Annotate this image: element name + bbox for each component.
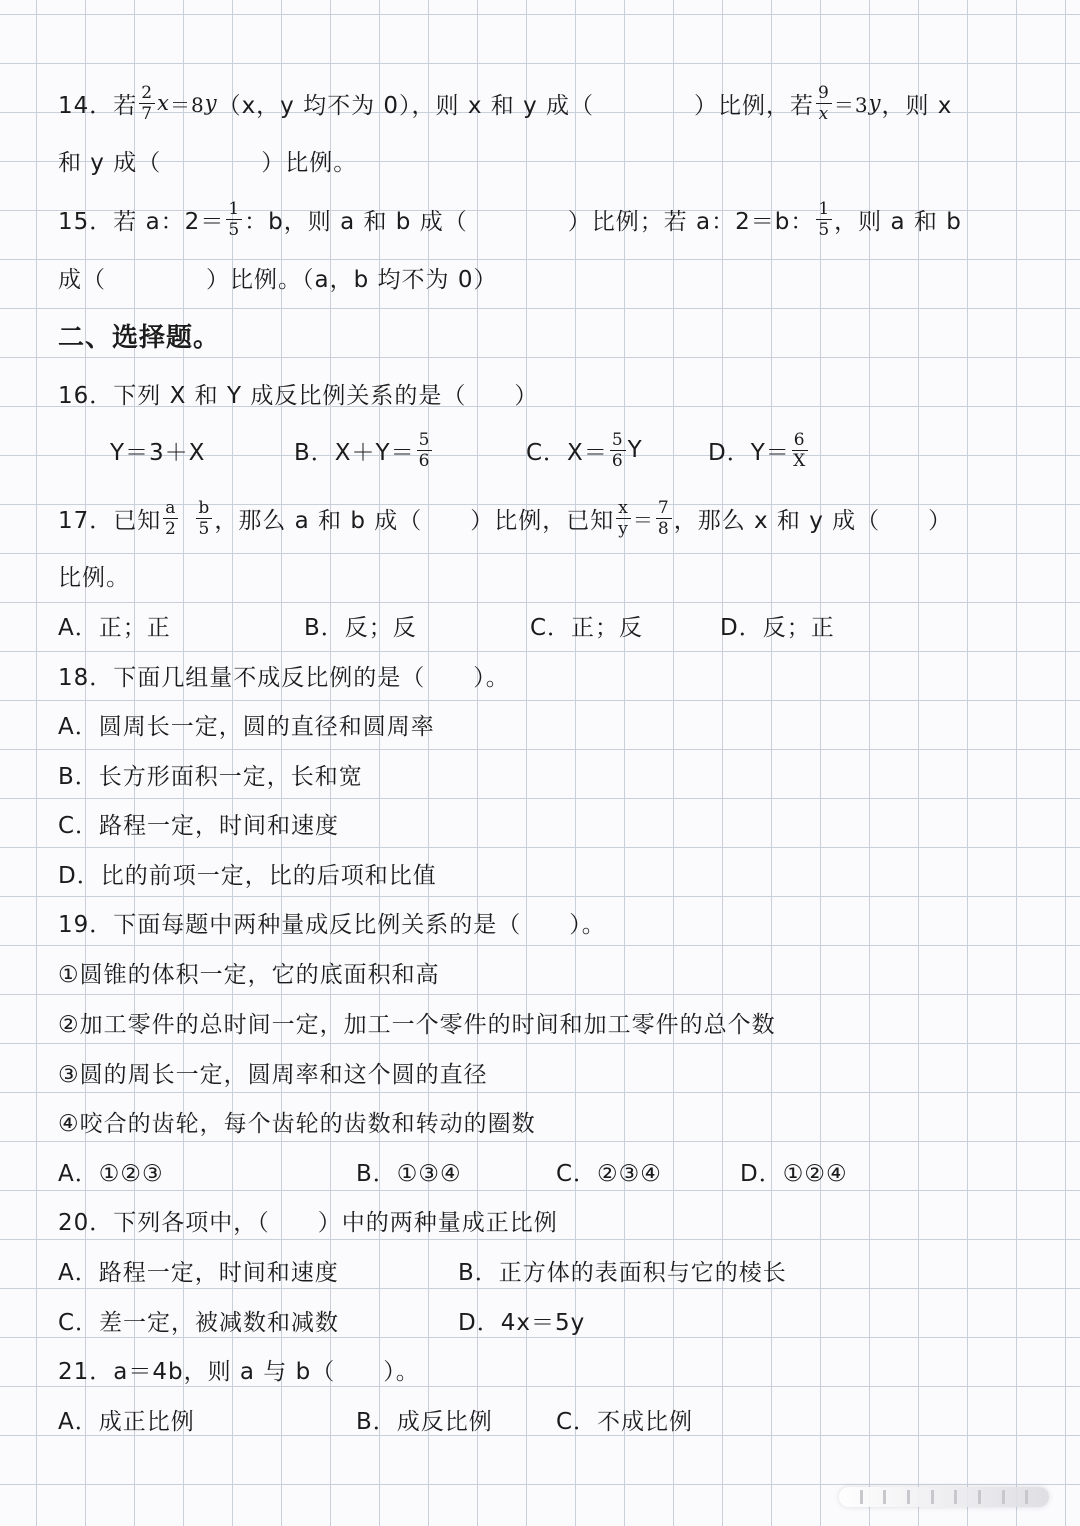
- fraction-numerator: a: [165, 497, 177, 518]
- question-text: 16．下列 X 和 Y 成反比例关系的是（ ）: [58, 382, 539, 409]
- option-c[interactable]: C．正；反: [530, 614, 644, 641]
- fraction-denominator: 5: [228, 219, 241, 240]
- option-a[interactable]: A．①②③: [58, 1160, 164, 1187]
- question-text: 和 y 成（: [58, 149, 162, 176]
- option-b[interactable]: B．反；反: [304, 614, 417, 641]
- statement-2: [58, 1000, 1060, 1044]
- question-14-line-1: [58, 81, 1060, 125]
- watermark-icon: [839, 1487, 1049, 1507]
- option-d[interactable]: [58, 851, 1060, 895]
- question-text: 20．下列各项中，（ ）中的两种量成正比例: [58, 1209, 558, 1236]
- question-text: ，则 x: [881, 92, 953, 119]
- question-19-stem: [58, 900, 1060, 944]
- fraction-denominator: x: [818, 103, 830, 124]
- fraction-denominator: X: [793, 450, 807, 471]
- option-text: D．Y＝: [708, 439, 790, 466]
- fraction: [163, 499, 178, 538]
- fraction-numerator: 7: [657, 497, 670, 518]
- fraction-numerator: 5: [418, 429, 431, 450]
- question-text: ）比例。（a，b 均不为 0）: [206, 266, 498, 293]
- fraction: [417, 431, 433, 470]
- fraction: [139, 84, 155, 123]
- fraction: [816, 200, 832, 239]
- option-b[interactable]: B．正方体的表面积与它的棱长: [458, 1259, 787, 1286]
- question-text: （x，y 均不为 0），则 x 和 y 成（: [217, 92, 595, 119]
- fraction-numerator: x: [618, 497, 629, 518]
- question-text: 18．下面几组量不成反比例的是（ ）。: [58, 664, 510, 691]
- fraction: [226, 200, 242, 239]
- fraction-denominator: 6: [611, 450, 624, 471]
- question-20-stem: [58, 1198, 1060, 1242]
- fraction: [616, 499, 631, 538]
- option-c[interactable]: C．②③④: [556, 1160, 662, 1187]
- statement-text: ②加工零件的总时间一定，加工一个零件的时间和加工零件的总个数: [58, 1011, 776, 1038]
- math-expression: ＝8: [169, 92, 205, 117]
- question-text: 21．a＝4b，则 a 与 b（ ）。: [58, 1358, 420, 1385]
- fraction: [610, 431, 626, 470]
- question-text: ）比例，若: [694, 92, 815, 119]
- fraction-denominator: 5: [198, 518, 211, 539]
- question-17-options: [58, 603, 1060, 647]
- question-text: 若 a：2＝: [113, 208, 225, 235]
- fraction-denominator: 8: [657, 518, 670, 539]
- math-variable: y: [204, 91, 218, 115]
- option-c[interactable]: [58, 801, 1060, 845]
- statement-3: [58, 1050, 1060, 1094]
- fraction-denominator: 2: [164, 518, 177, 539]
- question-number: 14．: [58, 92, 114, 119]
- option-d[interactable]: [708, 431, 810, 470]
- statement-1: [58, 950, 1060, 994]
- fraction-denominator: y: [618, 518, 629, 539]
- math-expression: ＝: [632, 507, 654, 532]
- math-expression: ＝3: [833, 92, 869, 117]
- option-text: C．路程一定，时间和速度: [58, 812, 340, 839]
- fraction-numerator: 1: [818, 198, 831, 219]
- option-a[interactable]: [58, 702, 1060, 746]
- question-21-options: [58, 1397, 1060, 1441]
- statement-text: ①圆锥的体积一定，它的底面积和高: [58, 961, 440, 988]
- option-c[interactable]: C．差一定，被减数和减数: [58, 1309, 340, 1336]
- statement-4: [58, 1099, 1060, 1143]
- question-text: ）比例。: [261, 149, 358, 176]
- option-d[interactable]: D．4x＝5y: [458, 1309, 586, 1336]
- math-variable: y: [868, 91, 882, 115]
- option-text: Y: [627, 437, 643, 463]
- question-20-options-row-1: [58, 1248, 1060, 1292]
- option-b[interactable]: [294, 431, 434, 470]
- section-heading: [58, 313, 1060, 357]
- statement-text: ③圆的周长一定，圆周率和这个圆的直径: [58, 1061, 488, 1088]
- question-text: 19．下面每题中两种量成反比例关系的是（ ）。: [58, 911, 606, 938]
- fraction: [792, 431, 808, 470]
- option-b[interactable]: B．①③④: [356, 1160, 462, 1187]
- option-text: B．X＋Y＝: [294, 439, 415, 466]
- fraction-numerator: 1: [228, 198, 241, 219]
- option-text: Y＝3＋X: [110, 439, 206, 466]
- question-15-line-1: [58, 197, 1060, 241]
- fraction-denominator: 6: [418, 450, 431, 471]
- section-title: 二、选择题。: [58, 322, 221, 353]
- question-text: 成（: [58, 266, 106, 293]
- fraction-denominator: 5: [818, 219, 831, 240]
- question-18-stem: [58, 653, 1060, 697]
- option-d[interactable]: D．①②④: [740, 1160, 848, 1187]
- fraction-numerator: 5: [611, 429, 624, 450]
- question-17-line-2: [58, 553, 1060, 597]
- fraction: [816, 84, 832, 123]
- question-16-options: [58, 428, 1060, 472]
- fraction-numerator: 2: [141, 82, 154, 103]
- option-c[interactable]: [526, 431, 643, 470]
- fraction-denominator: 7: [141, 103, 154, 124]
- option-b[interactable]: B．成反比例: [356, 1408, 493, 1435]
- question-text: ，那么 x 和 y 成（ ）: [673, 507, 953, 534]
- option-text: C．X＝: [526, 439, 608, 466]
- question-text: ，那么 a 和 b 成（ ）比例，已知: [214, 507, 615, 534]
- watermark-logo: [828, 1480, 1060, 1514]
- question-text: ，则 a 和 b: [834, 208, 962, 235]
- question-text: 若: [113, 92, 138, 119]
- question-15-line-2: [58, 255, 1060, 299]
- option-text: B．长方形面积一定，长和宽: [58, 763, 363, 790]
- statement-text: ④咬合的齿轮，每个齿轮的齿数和转动的圈数: [58, 1110, 536, 1137]
- fraction-numerator: 9: [818, 82, 830, 103]
- option-d[interactable]: D．反；正: [720, 614, 835, 641]
- option-a[interactable]: A．正；正: [58, 614, 171, 641]
- question-text: ）比例；若 a：2＝b：: [567, 208, 815, 235]
- option-b[interactable]: [58, 752, 1060, 796]
- question-16-stem: [58, 371, 1060, 415]
- option-a[interactable]: A．路程一定，时间和速度: [58, 1259, 339, 1286]
- fraction-numerator: 6: [793, 429, 806, 450]
- question-text: 17．已知: [58, 507, 162, 534]
- fraction: [656, 499, 672, 538]
- question-number: 15．: [58, 208, 114, 235]
- question-19-options: [58, 1149, 1060, 1193]
- option-a[interactable]: A．成正比例: [58, 1408, 195, 1435]
- option-text: D．比的前项一定，比的后项和比值: [58, 862, 437, 889]
- fraction: [196, 499, 212, 538]
- question-17-line-1: [58, 496, 1060, 540]
- option-c[interactable]: C．不成比例: [556, 1408, 694, 1435]
- math-variable: x: [157, 91, 170, 115]
- option-a[interactable]: [110, 434, 205, 467]
- question-text: ：b，则 a 和 b 成（: [244, 208, 468, 235]
- question-20-options-row-2: [58, 1298, 1060, 1342]
- question-text: 比例。: [58, 564, 130, 591]
- question-21-stem: [58, 1347, 1060, 1391]
- option-text: A．圆周长一定，圆的直径和圆周率: [58, 713, 435, 740]
- fraction-numerator: b: [198, 497, 211, 518]
- question-14-line-2: [58, 138, 1060, 182]
